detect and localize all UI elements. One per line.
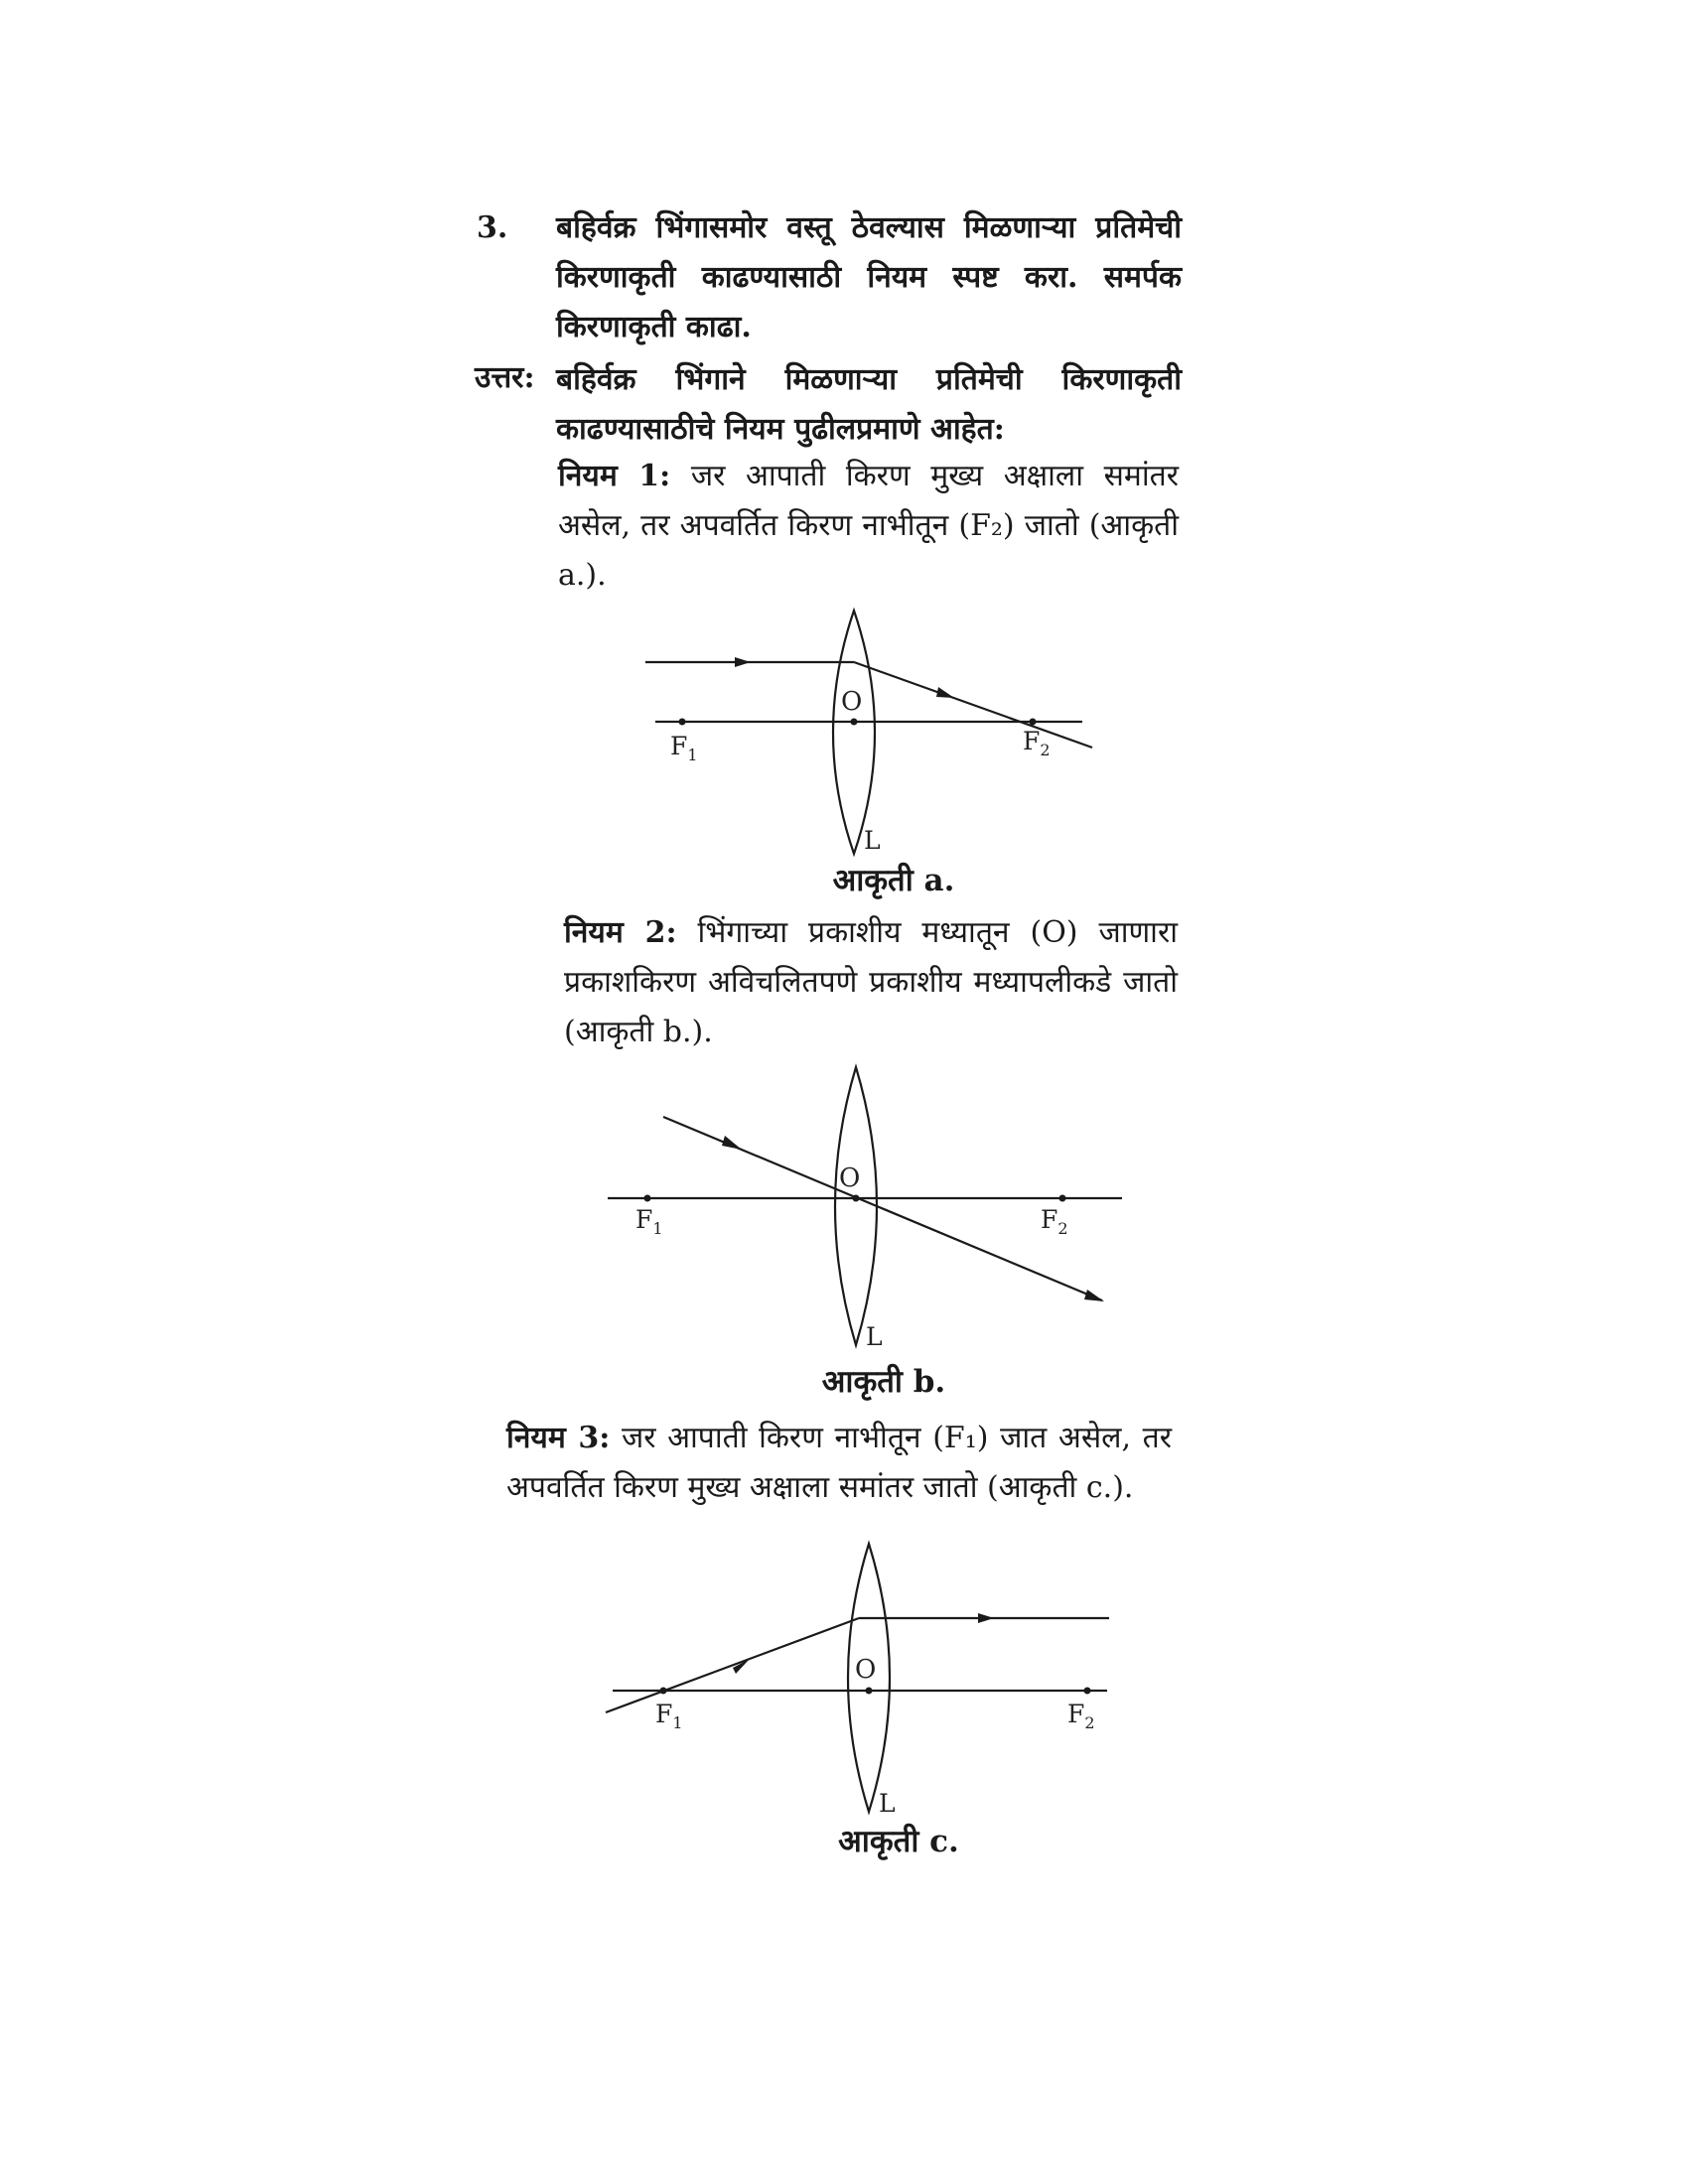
- lens: [835, 1067, 877, 1345]
- rule-2-label: नियम 2:: [564, 915, 677, 950]
- answer-label: उत्तर:: [475, 360, 535, 395]
- point-F2: [1059, 1195, 1066, 1202]
- figure-a-diagram: [635, 601, 1112, 864]
- ray-arrow: [722, 1136, 742, 1150]
- label-O: O: [839, 1163, 861, 1193]
- incident-ray: [606, 1618, 859, 1712]
- question-number: 3.: [477, 210, 508, 245]
- answer-intro: बहिर्वक्र भिंगाने मिळणाऱ्या प्रतिमेची किरणाकृती काढण्यासाठीचे नियम पुढीलप्रमाणे आहेत:: [556, 362, 1182, 447]
- ray-arrow: [1084, 1290, 1104, 1301]
- point-F1: [644, 1195, 651, 1202]
- label-F1: $F_1$: [635, 1205, 663, 1238]
- ray-arrow: [936, 687, 954, 698]
- point-O: [853, 1195, 860, 1202]
- rule-2-text: भिंगाच्या प्रकाशीय मध्यातून (O) जाणारा प्रकाशकिरण अविचलितपणे प्रकाशीय मध्यापलीकडे जातो (आकृती b.).: [564, 915, 1178, 1049]
- figure-b-diagram: [596, 1057, 1132, 1355]
- rule-1-text: जर आपाती किरण मुख्य अक्षाला समांतर असेल, तर अपवर्तित किरण नाभीतून (F₂) जातो (आकृती a.).: [558, 459, 1179, 593]
- figure-b-caption: आकृती b.: [821, 1364, 946, 1400]
- ray-arrow: [978, 1613, 994, 1623]
- rule-1: [558, 452, 1179, 601]
- rule-3-text: जर आपाती किरण नाभीतून (F₁) जात असेल, तर अपवर्तित किरण मुख्य अक्षाला समांतर जातो (आकृती c.).: [506, 1421, 1173, 1505]
- label-F2: $F_2$: [1067, 1700, 1095, 1732]
- lens: [833, 611, 875, 854]
- rule-3-label: नियम 3:: [506, 1421, 611, 1455]
- rule-3: [506, 1414, 1172, 1513]
- label-L: L: [879, 1789, 896, 1817]
- label-O: O: [841, 687, 863, 717]
- figure-c-caption: आकृती c.: [838, 1824, 959, 1859]
- label-F2: $F_2$: [1023, 727, 1051, 759]
- point-O: [851, 719, 858, 726]
- point-O: [866, 1688, 873, 1695]
- label-L: L: [866, 1322, 883, 1351]
- label-F2: $F_2$: [1041, 1205, 1068, 1238]
- refracted-ray: [854, 662, 1092, 748]
- point-F2: [1084, 1688, 1091, 1695]
- figure-c-diagram: [601, 1539, 1117, 1817]
- point-F2: [1030, 719, 1037, 726]
- rule-2: [564, 908, 1178, 1057]
- rule-1-label: नियम 1:: [558, 459, 671, 493]
- label-F1: $F_1$: [670, 732, 698, 764]
- label-L: L: [864, 826, 881, 855]
- point-F1: [660, 1688, 667, 1695]
- question-text: बहिर्वक्र भिंगासमोर वस्तू ठेवल्यास मिळणाऱ्या प्रतिमेची किरणाकृती काढण्यासाठी नियम स्पष्ट करा. समर्पक किरणाकृती काढा.: [556, 210, 1182, 344]
- label-O: O: [855, 1655, 877, 1685]
- label-F1: $F_1$: [655, 1700, 683, 1732]
- point-F1: [679, 719, 686, 726]
- ray-arrow: [735, 657, 751, 667]
- figure-a-caption: आकृती a.: [832, 863, 955, 898]
